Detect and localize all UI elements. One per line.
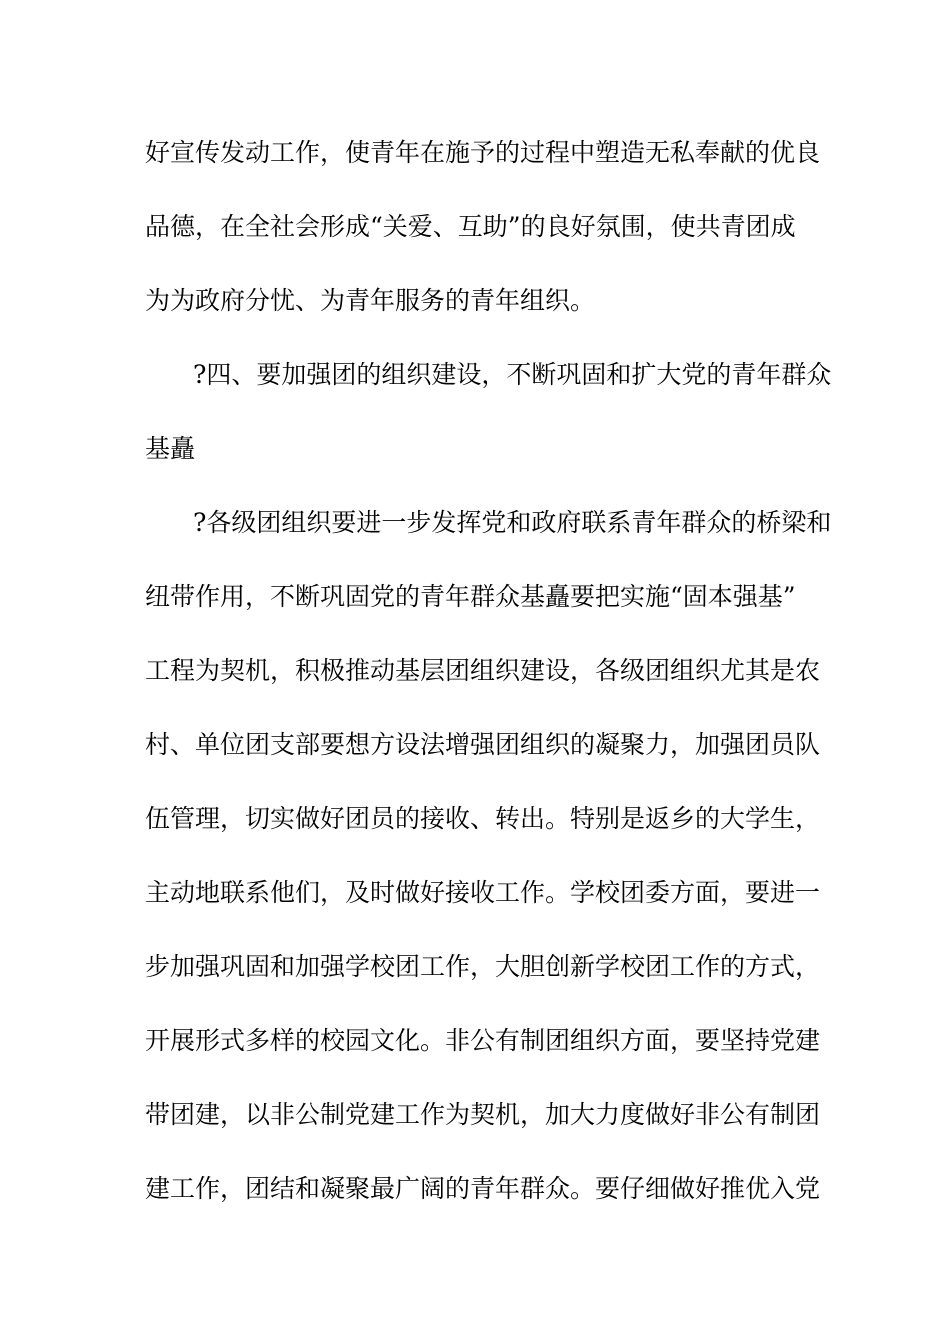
- section-heading-line: ?四、要加强团的组织建设，不断巩固和扩大党的青年群众: [193, 360, 832, 389]
- text-line: 带团建，以非公制党建工作为契机，加大力度做好非公有制团: [145, 1100, 821, 1129]
- text-line: 伍管理，切实做好团员的接收、转出。特别是返乡的大学生，: [145, 804, 821, 833]
- text-line: 纽带作用，不断巩固党的青年群众基矗要把实施“固本强基”: [145, 582, 796, 611]
- text-line: 品德，在全社会形成“关爱、互助”的良好氛围，使共青团成: [145, 212, 796, 241]
- paragraph-first-line: ?各级团组织要进一步发挥党和政府联系青年群众的桥梁和: [193, 508, 832, 537]
- text-line: 工程为契机，积极推动基层团组织建设，各级团组织尤其是农: [145, 656, 821, 685]
- document-body: [145, 128, 832, 1238]
- text-line: 开展形式多样的校园文化。非公有制团组织方面，要坚持党建: [145, 1026, 821, 1055]
- section-heading-line: 基矗: [145, 434, 196, 463]
- text-line: 村、单位团支部要想方设法增强团组织的凝聚力，加强团员队: [145, 730, 821, 759]
- text-line: 建工作，团结和凝聚最广阔的青年群众。要仔细做好推优入党: [145, 1174, 821, 1203]
- text-line: 为为政府分忧、为青年服务的青年组织。: [145, 286, 596, 315]
- text-line: 主动地联系他们，及时做好接收工作。学校团委方面，要进一: [145, 878, 821, 907]
- text-line: 步加强巩固和加强学校团工作，大胆创新学校团工作的方式，: [145, 952, 821, 981]
- text-line: 好宣传发动工作，使青年在施予的过程中塑造无私奉献的优良: [145, 138, 821, 167]
